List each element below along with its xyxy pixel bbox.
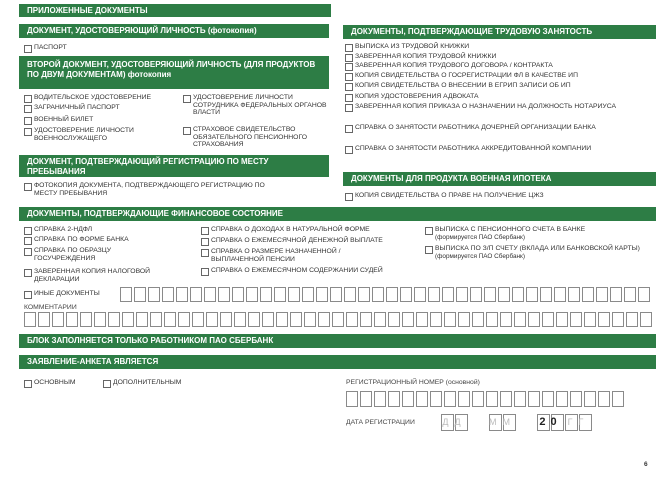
input-cell[interactable] — [430, 312, 442, 327]
checkbox-pension-amount[interactable] — [201, 248, 366, 263]
input-cell[interactable] — [358, 287, 370, 302]
input-cell[interactable] — [570, 391, 582, 407]
reg-number-note: (основной) — [445, 379, 480, 386]
section-title: ДОКУМЕНТЫ, ПОДТВЕРЖДАЮЩИЕ ТРУДОВУЮ ЗАНЯТОСТЬ — [351, 27, 593, 36]
input-cell[interactable] — [428, 287, 440, 302]
checkbox-label: ЗАГРАНИЧНЫЙ ПАСПОРТ — [34, 104, 120, 111]
input-cell[interactable] — [150, 312, 162, 327]
input-cell[interactable] — [344, 287, 356, 302]
checkbox-salary-account-statement[interactable] — [425, 245, 655, 260]
checkbox-label: ВОЕННЫЙ БИЛЕТ — [34, 116, 94, 123]
input-cell[interactable] — [274, 287, 286, 302]
input-cell[interactable] — [66, 312, 78, 327]
input-cell[interactable] — [400, 287, 412, 302]
input-cell[interactable] — [276, 312, 288, 327]
checkbox-income-in-kind[interactable] — [201, 226, 370, 234]
input-cell[interactable] — [332, 312, 344, 327]
input-cell[interactable] — [458, 391, 470, 407]
input-cell[interactable] — [486, 391, 498, 407]
checkbox-pension-account-statement[interactable] — [425, 226, 655, 241]
checkbox-label: КОПИЯ СВИДЕТЕЛЬСТВА О ГОСРЕГИСТРАЦИИ ФЛ В КАЧЕСТВЕ ИП — [355, 72, 578, 79]
input-cell[interactable] — [192, 312, 204, 327]
input-cell[interactable] — [374, 312, 386, 327]
input-cell[interactable] — [360, 391, 372, 407]
section-header-attached-documents — [19, 4, 331, 17]
input-cell[interactable] — [206, 312, 218, 327]
reg-date-label: ДАТА РЕГИСТРАЦИИ — [346, 419, 415, 426]
checkbox-label: СПРАВКА О ДОХОДАХ В НАТУРАЛЬНОЙ ФОРМЕ — [211, 226, 370, 233]
input-cell[interactable] — [218, 287, 230, 302]
reg-number-label — [346, 379, 480, 386]
checkbox-passport[interactable] — [24, 44, 67, 52]
input-cell[interactable] — [458, 312, 470, 327]
checkbox-label: СПРАВКА О ЗАНЯТОСТИ РАБОТНИКА АККРЕДИТОВАННОЙ КОМПАНИИ — [355, 145, 592, 152]
checkbox-serviceman-id[interactable] — [24, 127, 164, 142]
checkbox-label: ЗАВЕРЕННАЯ КОПИЯ ТРУДОВОГО ДОГОВОРА / КОНТРАКТА — [355, 62, 553, 69]
checkbox-employment-book-copy[interactable] — [345, 53, 496, 61]
input-cell[interactable] — [500, 391, 512, 407]
comments-label: КОММЕНТАРИИ — [24, 304, 77, 311]
input-cell[interactable] — [640, 312, 652, 327]
input-cell[interactable] — [136, 312, 148, 327]
input-cell[interactable] — [486, 312, 498, 327]
input-cell[interactable] — [262, 312, 274, 327]
checkbox-note: (формируется ПАО Сбербанк) — [435, 233, 525, 241]
checkbox-monthly-payment[interactable] — [201, 237, 383, 245]
page-number: 6 — [644, 461, 648, 468]
checkbox-label: СПРАВКА ПО ОБРАЗЦУ ГОСУЧРЕЖДЕНИЯ — [34, 247, 112, 262]
checkbox-pension-insurance-certificate[interactable] — [183, 126, 323, 149]
section-military-mortgage — [343, 172, 656, 186]
input-cell[interactable] — [528, 312, 540, 327]
section-title: ВТОРОЙ ДОКУМЕНТ, УДОСТОВЕРЯЮЩИЙ ЛИЧНОСТЬ (ДЛЯ ПРОДУКТОВ ПО ДВУМ ДОКУМЕНТАМ) — [27, 60, 316, 79]
checkbox-employment-record-extract[interactable] — [345, 43, 469, 51]
checkbox-label: КОПИЯ СВИДЕТЕЛЬСТВА О ВНЕСЕНИИ В ЕГРИП ЗАПИСИ ОБ ИП — [355, 82, 571, 89]
input-cell[interactable] — [190, 287, 202, 302]
input-cell[interactable] — [598, 391, 610, 407]
input-cell[interactable] — [162, 287, 174, 302]
input-cell[interactable] — [500, 312, 512, 327]
input-cell[interactable] — [288, 287, 300, 302]
input-cell[interactable] — [302, 287, 314, 302]
input-cell[interactable] — [570, 312, 582, 327]
section-title-note: (фотокопия) — [207, 26, 257, 35]
checkbox-lawyer-id-copy[interactable] — [345, 93, 479, 101]
input-cell[interactable] — [612, 312, 624, 327]
input-cell[interactable] — [526, 287, 538, 302]
input-cell[interactable] — [402, 391, 414, 407]
input-cell[interactable] — [556, 312, 568, 327]
input-cell[interactable] — [388, 312, 400, 327]
input-cell[interactable] — [246, 287, 258, 302]
section-title: ДОКУМЕНТ, ПОДТВЕРЖДАЮЩИЙ РЕГИСТРАЦИЮ ПО МЕСТУ ПРЕБЫВАНИЯ — [27, 157, 269, 176]
input-cell[interactable] — [444, 312, 456, 327]
input-cell[interactable] — [456, 287, 468, 302]
checkbox-military-id[interactable] — [24, 116, 93, 124]
checkbox-label: СПРАВКА 2-НДФЛ — [34, 226, 93, 233]
section-bank-only — [19, 334, 656, 348]
input-cell[interactable] — [598, 312, 610, 327]
checkbox-accredited-company-certificate[interactable] — [345, 145, 591, 153]
input-cell[interactable] — [626, 312, 638, 327]
input-cell[interactable] — [360, 312, 372, 327]
input-cell[interactable] — [498, 287, 510, 302]
checkbox-subsidiary-employment-certificate[interactable] — [345, 124, 635, 132]
checkbox-additional-application[interactable] — [103, 379, 181, 387]
input-cell[interactable] — [414, 287, 426, 302]
checkbox-label: ДОПОЛНИТЕЛЬНЫМ — [113, 379, 182, 386]
input-cell[interactable] — [612, 391, 624, 407]
section-title: БЛОК ЗАПОЛНЯЕТСЯ ТОЛЬКО РАБОТНИКОМ ПАО СБЕРБАНК — [27, 336, 274, 345]
checkbox-label: УДОСТОВЕРЕНИЕ ЛИЧНОСТИ СОТРУДНИКА ФЕДЕРАЛЬНЫХ ОРГАНОВ ВЛАСТИ — [193, 94, 327, 117]
input-cell[interactable] — [610, 287, 622, 302]
section-application-type — [19, 355, 656, 369]
input-cell[interactable] — [178, 312, 190, 327]
checkbox-notary-order-copy[interactable] — [345, 103, 645, 111]
section-title: ДОКУМЕНТЫ ДЛЯ ПРОДУКТА ВОЕННАЯ ИПОТЕКА — [351, 174, 552, 183]
input-cell[interactable] — [416, 391, 428, 407]
input-cell[interactable] — [122, 312, 134, 327]
input-cell[interactable] — [52, 312, 64, 327]
checkbox-ip-registration-copy[interactable] — [345, 72, 578, 80]
input-cell[interactable] — [582, 287, 594, 302]
date-day-placeholder: ДД — [442, 417, 467, 427]
checkbox-other-documents[interactable] — [24, 290, 100, 298]
input-cell[interactable] — [290, 312, 302, 327]
checkbox-label: ВОДИТЕЛЬСКОЕ УДОСТОВЕРЕНИЕ — [34, 94, 152, 101]
input-cell[interactable] — [176, 287, 188, 302]
input-cell[interactable] — [484, 287, 496, 302]
input-cell[interactable] — [540, 287, 552, 302]
section-registration — [19, 155, 329, 177]
checkbox-label: УДОСТОВЕРЕНИЕ ЛИЧНОСТИ ВОЕННОСЛУЖАЩЕГО — [34, 127, 134, 142]
input-cell[interactable] — [248, 312, 260, 327]
input-cell[interactable] — [470, 287, 482, 302]
checkbox-label: ЗАВЕРЕННАЯ КОПИЯ НАЛОГОВОЙ ДЕКЛАРАЦИИ — [34, 268, 151, 283]
input-cell[interactable] — [316, 287, 328, 302]
date-year-placeholder: ГГ — [567, 417, 590, 427]
input-cell[interactable] — [386, 287, 398, 302]
input-cell[interactable] — [542, 312, 554, 327]
input-cell[interactable] — [204, 287, 216, 302]
checkbox-label: ВЫПИСКА ПО З/П СЧЕТУ (ВКЛАДА ИЛИ БАНКОВСКОЙ КАРТЫ) — [435, 245, 640, 252]
checkbox-label: ОСНОВНЫМ — [34, 379, 76, 386]
checkbox-egrip-record-copy[interactable] — [345, 82, 571, 90]
input-cell[interactable] — [514, 391, 526, 407]
input-cell[interactable] — [24, 312, 36, 327]
input-cell[interactable] — [512, 287, 524, 302]
checkbox-primary-application[interactable] — [24, 379, 76, 387]
checkbox-judges-allowance[interactable] — [201, 267, 383, 275]
input-cell[interactable] — [416, 312, 428, 327]
checkbox-label: ИНЫЕ ДОКУМЕНТЫ — [34, 290, 100, 297]
input-cell[interactable] — [80, 312, 92, 327]
input-cell[interactable] — [528, 391, 540, 407]
input-cell[interactable] — [108, 312, 120, 327]
checkbox-label: ЗАВЕРЕННАЯ КОПИЯ ПРИКАЗА О НАЗНАЧЕНИИ НА ДОЛЖНОСТЬ НОТАРИУСА — [355, 103, 617, 110]
input-cell[interactable] — [542, 391, 554, 407]
section-title-note: фотокопия — [127, 70, 172, 79]
input-cell[interactable] — [330, 287, 342, 302]
checkbox-government-form-certificate[interactable] — [24, 247, 154, 262]
section-title: ПРИЛОЖЕННЫЕ ДОКУМЕНТЫ — [27, 6, 148, 15]
input-cell[interactable] — [94, 312, 106, 327]
section-employment — [343, 25, 656, 39]
checkbox-tax-declaration-copy[interactable] — [24, 268, 174, 283]
checkbox-label: ЗАВЕРЕННАЯ КОПИЯ ТРУДОВОЙ КНИЖКИ — [355, 53, 497, 60]
input-cell[interactable] — [318, 312, 330, 327]
input-cell[interactable] — [148, 287, 160, 302]
section-title: ДОКУМЕНТЫ, ПОДТВЕРЖДАЮЩИЕ ФИНАНСОВОЕ СОСТОЯНИЕ — [27, 209, 284, 218]
section-financial-status — [19, 207, 656, 221]
input-cell[interactable] — [388, 391, 400, 407]
section-second-document — [19, 56, 329, 89]
input-cell[interactable] — [554, 287, 566, 302]
checkbox-2ndfl[interactable] — [24, 226, 92, 234]
input-cell[interactable] — [514, 312, 526, 327]
input-cell[interactable] — [584, 391, 596, 407]
checkbox-registration-copy[interactable] — [24, 182, 284, 197]
checkbox-label: КОПИЯ СВИДЕТЕЛЬСТВА О ПРАВЕ НА ПОЛУЧЕНИЕ ЦЖЗ — [355, 192, 544, 199]
checkbox-label: ФОТОКОПИЯ ДОКУМЕНТА, ПОДТВЕРЖДАЮЩЕГО РЕГИСТРАЦИЮ ПО МЕСТУ ПРЕБЫВАНИЯ — [34, 182, 265, 197]
input-cell[interactable] — [472, 391, 484, 407]
checkbox-label: СПРАВКА О ЕЖЕМЕСЯЧНОМ СОДЕРЖАНИИ СУДЕЙ — [211, 267, 383, 274]
input-cell[interactable] — [596, 287, 608, 302]
checkbox-czhz-certificate[interactable] — [345, 192, 544, 200]
date-month-placeholder: ММ — [489, 417, 516, 427]
input-cell[interactable] — [372, 287, 384, 302]
input-cell[interactable] — [120, 287, 132, 302]
section-title: ЗАЯВЛЕНИЕ-АНКЕТА ЯВЛЯЕТСЯ — [27, 357, 159, 366]
checkbox-label: ПАСПОРТ — [34, 44, 67, 51]
input-cell[interactable] — [556, 391, 568, 407]
input-cell[interactable] — [442, 287, 454, 302]
input-cell[interactable] — [260, 287, 272, 302]
input-cell[interactable] — [134, 287, 146, 302]
checkbox-employment-contract-copy[interactable] — [345, 62, 553, 70]
input-cell[interactable] — [402, 312, 414, 327]
checkbox-label: СТРАХОВОЕ СВИДЕТЕЛЬСТВО ОБЯЗАТЕЛЬНОГО ПЕНСИОННОГО СТРАХОВАНИЯ — [193, 126, 308, 149]
reg-number-label-text: РЕГИСТРАЦИОННЫЙ НОМЕР — [346, 379, 444, 386]
input-cell[interactable] — [374, 391, 386, 407]
checkbox-label: СПРАВКА ПО ФОРМЕ БАНКА — [34, 236, 129, 243]
checkbox-label: ВЫПИСКА ИЗ ТРУДОВОЙ КНИЖКИ — [355, 43, 470, 50]
section-identity-document — [19, 24, 329, 38]
input-cell[interactable] — [472, 312, 484, 327]
checkbox-label: ВЫПИСКА С ПЕНСИОННОГО СЧЕТА В БАНКЕ — [435, 226, 586, 233]
checkbox-label: КОПИЯ УДОСТОВЕРЕНИЯ АДВОКАТА — [355, 93, 479, 100]
checkbox-label: СПРАВКА О ЗАНЯТОСТИ РАБОТНИКА ДОЧЕРНЕЙ ОРГАНИЗАЦИИ БАНКА — [355, 124, 596, 131]
input-cell[interactable] — [430, 391, 442, 407]
checkbox-foreign-passport[interactable] — [24, 104, 120, 112]
checkbox-note: (формируется ПАО Сбербанк) — [435, 252, 525, 260]
input-cell[interactable] — [568, 287, 580, 302]
input-cell[interactable] — [164, 312, 176, 327]
input-cell[interactable] — [346, 312, 358, 327]
input-cell[interactable] — [232, 287, 244, 302]
checkbox-bank-form-certificate[interactable] — [24, 236, 129, 244]
input-cell[interactable] — [624, 287, 636, 302]
checkbox-drivers-license[interactable] — [24, 94, 151, 102]
input-cell[interactable] — [638, 287, 650, 302]
input-cell[interactable] — [304, 312, 316, 327]
input-cell[interactable] — [584, 312, 596, 327]
checkbox-label: СПРАВКА О РАЗМЕРЕ НАЗНАЧЕННОЙ / ВЫПЛАЧЕННОЙ ПЕНСИИ — [211, 248, 341, 263]
checkbox-federal-officer-id[interactable] — [183, 94, 328, 117]
checkbox-label: СПРАВКА О ЕЖЕМЕСЯЧНОЙ ДЕНЕЖНОЙ ВЫПЛАТЕ — [211, 237, 383, 244]
date-year-prefix: 20 — [539, 416, 562, 428]
section-title: ДОКУМЕНТ, УДОСТОВЕРЯЮЩИЙ ЛИЧНОСТЬ — [27, 26, 206, 35]
input-cell[interactable] — [444, 391, 456, 407]
input-cell[interactable] — [346, 391, 358, 407]
input-cell[interactable] — [38, 312, 50, 327]
input-cell[interactable] — [220, 312, 232, 327]
input-cell[interactable] — [234, 312, 246, 327]
